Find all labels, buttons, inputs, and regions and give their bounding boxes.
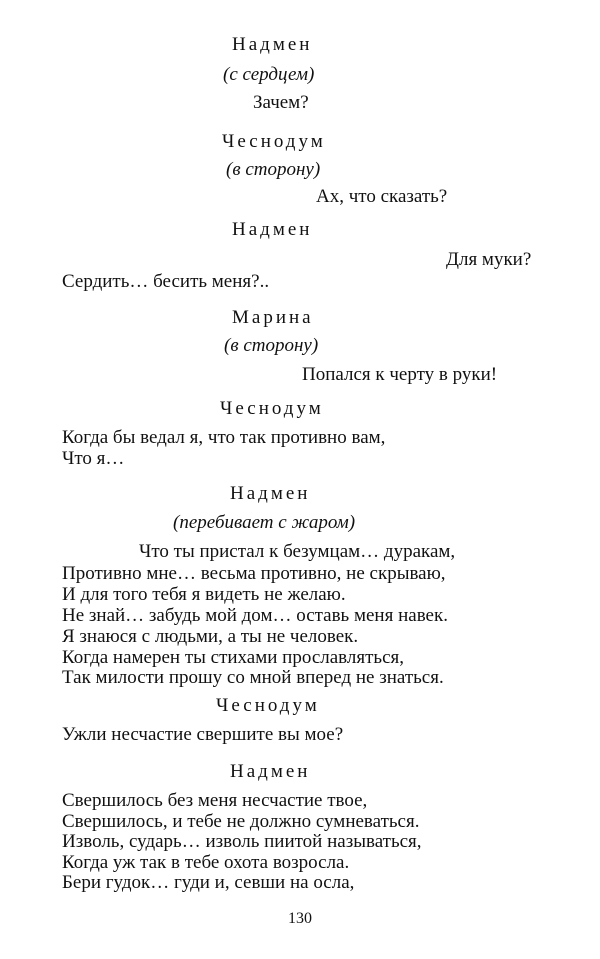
verse-line: Когда намерен ты стихами прославляться,: [62, 647, 404, 668]
verse-line: Так милости прошу со мной вперед не знаться.: [62, 667, 444, 688]
page-number: 130: [288, 910, 312, 927]
verse-line: Ужли несчастие свершите вы мое?: [62, 724, 344, 745]
verse-line: Когда уж так в тебе охота возросла.: [62, 852, 350, 873]
verse-line: Сердить… бесить меня?..: [62, 271, 270, 292]
speaker-name: Чеснодум: [222, 131, 326, 152]
verse-line: Попался к черту в руки!: [302, 364, 498, 385]
speaker-name: Надмен: [232, 34, 313, 55]
verse-line: Зачем?: [253, 92, 309, 113]
speaker-name: Марина: [232, 307, 314, 328]
stage-direction: (в сторону): [224, 335, 319, 356]
verse-line: Свершилось, и тебе не должно сумневаться.: [62, 811, 420, 832]
verse-line: Для муки?: [446, 249, 532, 270]
speaker-name: Надмен: [232, 219, 313, 240]
stage-direction: (в сторону): [226, 159, 321, 180]
stage-direction: (с сердцем): [223, 64, 315, 85]
verse-line: Свершилось без меня несчастие твое,: [62, 790, 368, 811]
stage-direction: (перебивает с жаром): [173, 512, 356, 533]
verse-line: И для того тебя я видеть не желаю.: [62, 584, 346, 605]
verse-line: Что я…: [62, 448, 125, 469]
verse-line: Я знаюся с людьми, а ты не человек.: [62, 626, 359, 647]
verse-line: Что ты пристал к безумцам… дуракам,: [139, 541, 456, 562]
speaker-name: Чеснодум: [216, 695, 320, 716]
verse-line: Изволь, сударь… изволь пиитой называться,: [62, 831, 422, 852]
verse-line: Когда бы ведал я, что так противно вам,: [62, 427, 386, 448]
speaker-name: Надмен: [230, 483, 311, 504]
verse-line: Противно мне… весьма противно, не скрываю,: [62, 563, 446, 584]
speaker-name: Надмен: [230, 761, 311, 782]
verse-line: Не знай… забудь мой дом… оставь меня навек.: [62, 605, 448, 626]
verse-line: Бери гудок… гуди и, севши на осла,: [62, 872, 355, 893]
verse-line: Ах, что сказать?: [316, 186, 448, 207]
speaker-name: Чеснодум: [220, 398, 324, 419]
